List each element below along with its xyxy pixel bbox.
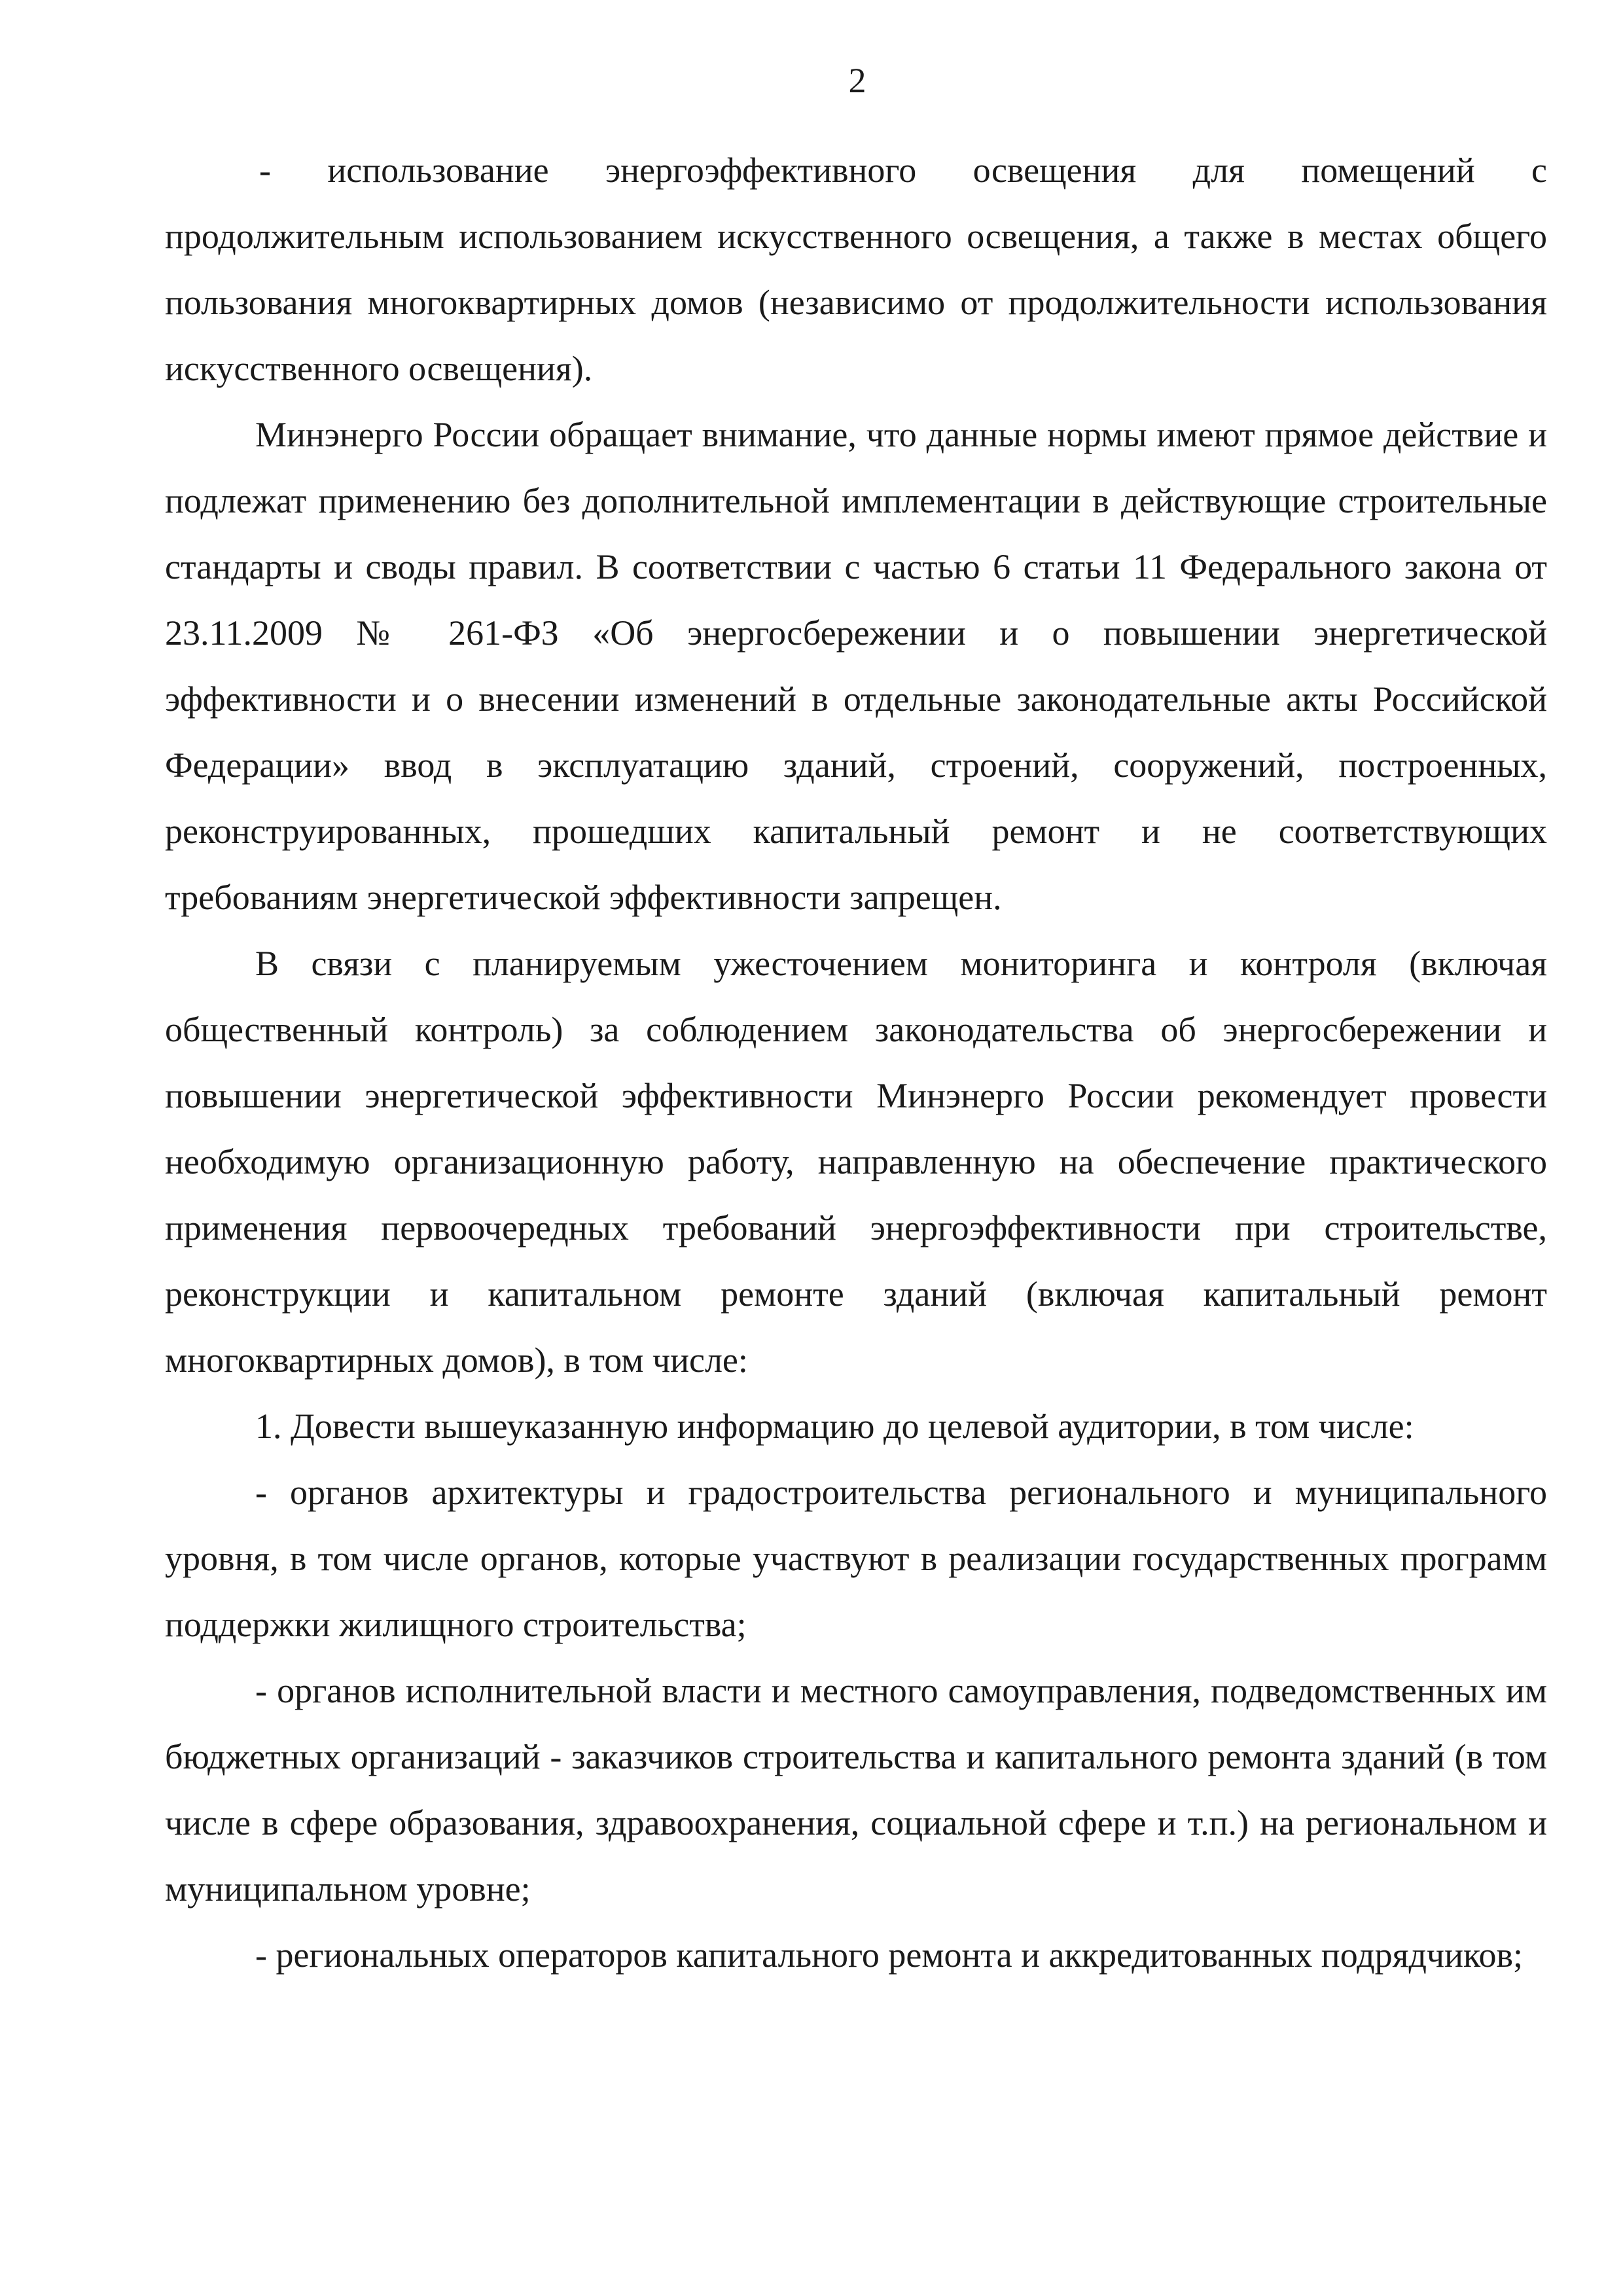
- paragraph-regional-operators: - региональных операторов капитального ремонта и аккредитованных подрядчиков;: [255, 1935, 1523, 1975]
- paragraph-architecture-bodies: - органов архитектуры и градостроительства регионального и муниципального уровня, в том числе органов, которые участвуют в реализации государственных программ поддержки жилищного строительства;: [165, 1473, 1547, 1644]
- paragraph-lighting-requirement: - использование энергоэффективного освещения для помещений с продолжительным использованием искусственного освещения, а также в местах общего пользования многоквартирных домов (независимо от продолжительности использования искусственного освещения).: [165, 151, 1547, 388]
- paragraph-item-1: 1. Довести вышеуказанную информацию до целевой аудитории, в том числе:: [255, 1407, 1414, 1446]
- page-number: 2: [848, 61, 866, 100]
- paragraph-ministry-notice: Минэнерго России обращает внимание, что данные нормы имеют прямое действие и подлежат применению без дополнительной имплементации в действующие строительные стандарты и своды правил. В соответствии с частью 6 статьи 11 Федерального закона от 23.11.2009 № 261-ФЗ «Об энергосбережении и о повышении энергетической эффективности и о внесении изменений в отдельные законодательные акты Российской Федерации» ввод в эксплуатацию зданий, строений, сооружений, построенных, реконструированных, прошедших капитальный ремонт и не соответствующих требованиям энергетической эффективности запрещен.: [165, 415, 1547, 917]
- document-body: [165, 137, 1547, 1988]
- paragraph-monitoring-recommendation: В связи с планируемым ужесточением мониторинга и контроля (включая общественный контроль) за соблюдением законодательства об энергосбережении и повышении энергетической эффективности Минэнерго России рекомендует провести необходимую организационную работу, направленную на обеспечение практического применения первоочередных требований энергоэффективности при строительстве, реконструкции и капитальном ремонте зданий (включая капитальный ремонт многоквартирных домов), в том числе:: [165, 944, 1547, 1380]
- paragraph-executive-bodies: - органов исполнительной власти и местного самоуправления, подведомственных им бюджетных организаций - заказчиков строительства и капитального ремонта зданий (в том числе в сфере образования, здравоохранения, социальной сфере и т.п.) на региональном и муниципальном уровне;: [165, 1671, 1547, 1909]
